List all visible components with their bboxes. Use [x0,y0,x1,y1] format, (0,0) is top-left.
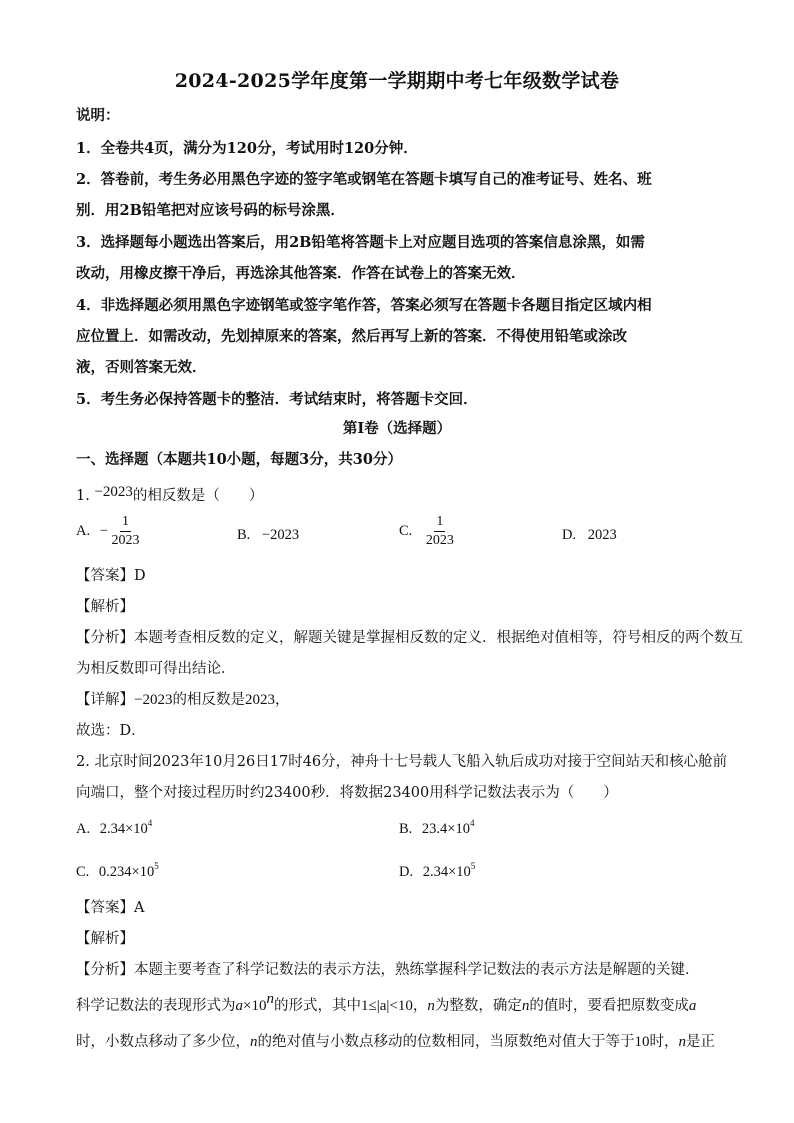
fenxi-2: 【分析】本题主要考查了科学记数法的表示方法，熟练掌握科学记数法的表示方法是解题的关键． [76,962,700,978]
var-n: n [521,998,530,1014]
instruction-2b: 别．用2B铅笔把对应该号码的标号涂黑． [76,202,345,219]
question-1 [76,484,263,505]
instruction-2a: 2．答卷前，考生务必用黑色字迹的签字笔或钢笔在答题卡填写自己的准考证号、姓名、班 [76,171,652,188]
var-n: n [427,998,435,1014]
fenxi-1b: 为相反数即可得出结论． [76,661,236,677]
option-b [399,818,474,838]
var-a: a [235,998,243,1014]
option-a [76,818,152,838]
denominator: 2023 [111,533,140,548]
text: 时，小数点移动了多少位， [76,1034,250,1050]
option-exponent: 4 [469,818,475,828]
instruction-4b: 应位置上．如需改动，先划掉原来的答案，然后再写上新的答案．不得使用铅笔或涂改 [76,328,627,345]
detail-1 [76,688,289,709]
option-label: B. [399,821,413,837]
part-title: 第I卷（选择题） [342,420,452,437]
option-exponent: 4 [147,818,153,828]
exam-title: 2024-2025学年度第一学期期中考七年级数学试卷 [174,70,620,92]
option-label: C. [399,522,413,539]
option-base: 0.234×10 [98,864,155,880]
var-a: a [688,998,697,1014]
sci-notation-line2 [76,1030,715,1051]
question-expression: −2023 [94,484,133,500]
analysis-1: 【解析】 [76,599,134,615]
option-label: D. [399,864,414,880]
instruction-3b: 改动，用橡皮擦干净后，再选涂其他答案．作答在试卷上的答案无效． [76,265,526,282]
var-n: n [678,1034,686,1050]
numerator: 1 [434,515,445,532]
option-label: C. [76,864,90,880]
option-a [76,515,140,548]
instruction-1: 1．全卷共4页，满分为120分，考试用时120分钟． [76,140,418,157]
choose-1: 故选：D． [76,723,146,739]
ten: 10 [634,1034,650,1050]
detail-end: ， [274,692,290,708]
fraction [426,515,454,548]
option-c [399,515,454,548]
detail-expression: −2023 [134,692,173,708]
detail-text: 的相反数是 [172,692,245,708]
answer-1: 【答案】D [76,568,146,584]
option-base: 2.34×10 [422,864,471,880]
option-b [237,527,299,544]
text: 科学记数法的表现形式为 [76,998,236,1014]
instruction-4a: 4．非选择题必须用黑色字迹钢笔或签字笔作答，答案必须写在答题卡各题目指定区域内相 [76,297,652,314]
option-exponent: 5 [470,861,476,871]
question-2-line1: 2. 北京时间2023年10月26日17时46分，神舟十七号载人飞船入轨后成功对接于空间站天和核心舱前 [76,754,728,770]
option-label: A. [76,522,91,539]
detail-value: 2023 [244,692,275,708]
option-d [562,527,617,544]
question-number: 1. [76,488,90,504]
option-base: 2.34×10 [99,821,148,837]
instruction-5: 5．考生务必保持答题卡的整洁．考试结束时，将答题卡交回． [76,391,478,408]
text: 的值时，要看把原数变成 [529,998,689,1014]
text: 是正 [686,1034,715,1050]
section-heading: 一、选择题（本题共10小题，每题3分，共30分） [76,451,402,468]
option-label: D. [562,527,577,543]
instructions-heading: 说明： [76,107,120,124]
option-d [399,861,475,881]
question-text: 的相反数是（ ） [132,488,264,504]
answer-2: 【答案】A [76,900,145,916]
instruction-4c: 液，否则答案无效． [76,359,207,376]
fenxi-1a: 【分析】本题考查相反数的定义，解题关键是掌握相反数的定义．根据绝对值相等，符号相反的两个数互 [76,630,743,646]
text: 时， [649,1034,679,1050]
minus-sign: − [99,522,108,539]
text: 的绝对值与小数点移动的位数相同，当原数绝对值大于等于 [257,1034,635,1050]
option-value: 2023 [587,527,617,543]
sci-notation-line1 [76,991,696,1015]
detail-prefix: 【详解】 [76,692,134,708]
text: 为整数，确定 [434,998,522,1014]
option-base: 23.4×10 [421,821,470,837]
option-value: −2023 [261,527,300,543]
numerator: 1 [120,515,131,532]
analysis-2: 【解析】 [76,931,134,947]
condition: 1≤|a|<10 [360,998,413,1014]
option-label: B. [237,527,251,543]
times-ten: ×10 [243,998,267,1014]
option-label: A. [76,821,91,837]
option-c [76,861,159,881]
instruction-3a: 3．选择题每小题选出答案后，用2B铅笔将答题卡上对应题目选项的答案信息涂黑，如需 [76,234,645,251]
text: 的形式，其中 [273,998,361,1014]
var-n: n [250,1034,258,1050]
fraction [112,515,140,548]
question-2-line2: 向端口，整个对接过程历时约23400秒．将数据23400用科学记数法表示为（ ） [76,785,618,801]
option-exponent: 5 [154,861,159,871]
exp-n: n [266,991,274,1007]
text: ， [412,998,428,1014]
denominator: 2023 [425,533,454,548]
